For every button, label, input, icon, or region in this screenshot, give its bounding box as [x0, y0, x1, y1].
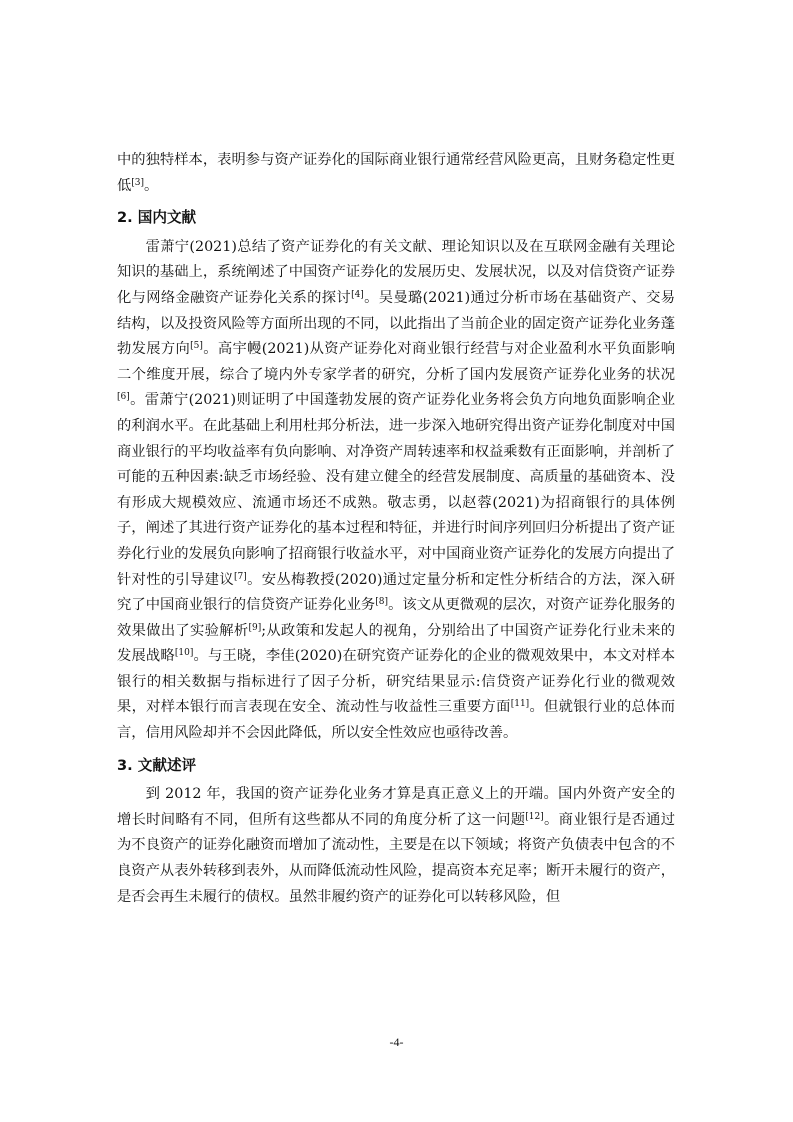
citation-ref: [11]: [510, 699, 530, 710]
text-run: 。安丛梅教授(2020)通过定量分析和定性分析结合的方法，深入研究了中国商业银行的信贷资产证券化业务: [117, 571, 675, 614]
text-run: 。吴曼璐(2021)通过分析市场在基础资产、交易结构，以及投资风险等方面所出现的不同，以此指出了当前企业的固定资产证券化业务蓬勃发展方向: [117, 289, 675, 358]
citation-ref: [10]: [174, 648, 194, 659]
section-heading: 3. 文献述评: [117, 756, 197, 774]
text-run: 雷萧宁(2021)总结了资产证券化的有关文献、理论知识以及在互联网金融有关理论知识的基础上，系统阐述了中国资产证券化的发展历史、发展状况，以及对信贷资产证券化与网络金融资产证券化关系的探讨: [117, 238, 675, 306]
text-run: 。商业银行是否通过为不良资产的证券化融资而增加了流动性，主要是在以下领域；将资产负债表中包含的不良资产从表外转移到表外，从而降低流动性风险，提高资本充足率；断开未履行的资产，是否会再生未履行的债权。虽然非履约资产的证券化可以转移风险，但: [117, 811, 675, 905]
body-paragraph: [117, 782, 675, 910]
text-run: ;从政策和发起人的视角，分别给出了中国资产证券化行业未来的发展战略: [117, 622, 675, 665]
text-run: 到 2012 年，我国的资产证券化业务才算是真正意义上的开端。国内外资产安全的增长时间略有不同，但所有这些都从不同的角度分析了这一问题: [117, 786, 675, 828]
body-paragraph: [117, 235, 675, 747]
citation-ref: [4]: [351, 289, 364, 300]
citation-ref: [9]: [248, 622, 262, 633]
intro-paragraph: [117, 148, 675, 199]
citation-ref: [5]: [190, 341, 203, 352]
section-heading: 2. 国内文献: [117, 209, 197, 227]
citation-ref: [12]: [525, 811, 544, 822]
page-number: -4-: [389, 1035, 404, 1049]
text-run: 。雷萧宁(2021)则证明了中国蓬勃发展的资产证券化业务将会负方向地负面影响企业的利润水平。在此基础上利用杜邦分析法，进一步深入地研究得出资产证券化制度对中国商业银行的平均收益率有负向影响、对净资产周转速率和权益乘数有正面影响，并剖析了可能的五种因素:缺乏市场经验、没有建立健全的经营发展制度、高质量的基础资本、没有形成大规模效应、流通市场还不成熟。敬志勇，以赵蓉(2021)为招商银行的具体例子，阐述了其进行资产证券化的基本过程和特征，并进行时间序列回归分析提出了资产证券化行业的发展负向影响了招商银行收益水平，对中国商业资产证券化的发展方向提出了针对性的引导建议: [117, 392, 675, 588]
citation-ref: [6]: [117, 392, 130, 403]
text-run: 。与王晓，李佳(2020)在研究资产证券化的企业的微观效果中，本文对样本银行的相关数据与指标进行了因子分析，研究结果显示:信贷资产证券化行业的微观效果，对样本银行而言表现在安全、流动性与收益性三重要方面: [117, 648, 675, 716]
citation-ref: [7]: [234, 571, 247, 582]
citation-ref: [8]: [375, 597, 389, 608]
text-run: 。高宇幔(2021)从资产证券化对商业银行经营与对企业盈利水平负面影响二个维度开展，综合了境内外专家学者的研究，分析了国内发展资产证券化业务的状况: [117, 341, 676, 383]
citation-ref: [3]: [131, 177, 145, 188]
text-run: 中的独特样本，表明参与资产证券化的国际商业银行通常经营风险更高，且财务稳定性更低: [117, 152, 675, 194]
text-run: 。但就银行业的总体而言，信用风险却并不会因此降低，所以安全性效应也亟待改善。: [117, 699, 676, 742]
page-body: [117, 148, 675, 910]
text-run: 。: [144, 177, 159, 194]
text-run: 。该文从更微观的层次，对资产证券化服务的效果做出了实验解析: [117, 597, 676, 639]
sections-container: [117, 205, 675, 910]
